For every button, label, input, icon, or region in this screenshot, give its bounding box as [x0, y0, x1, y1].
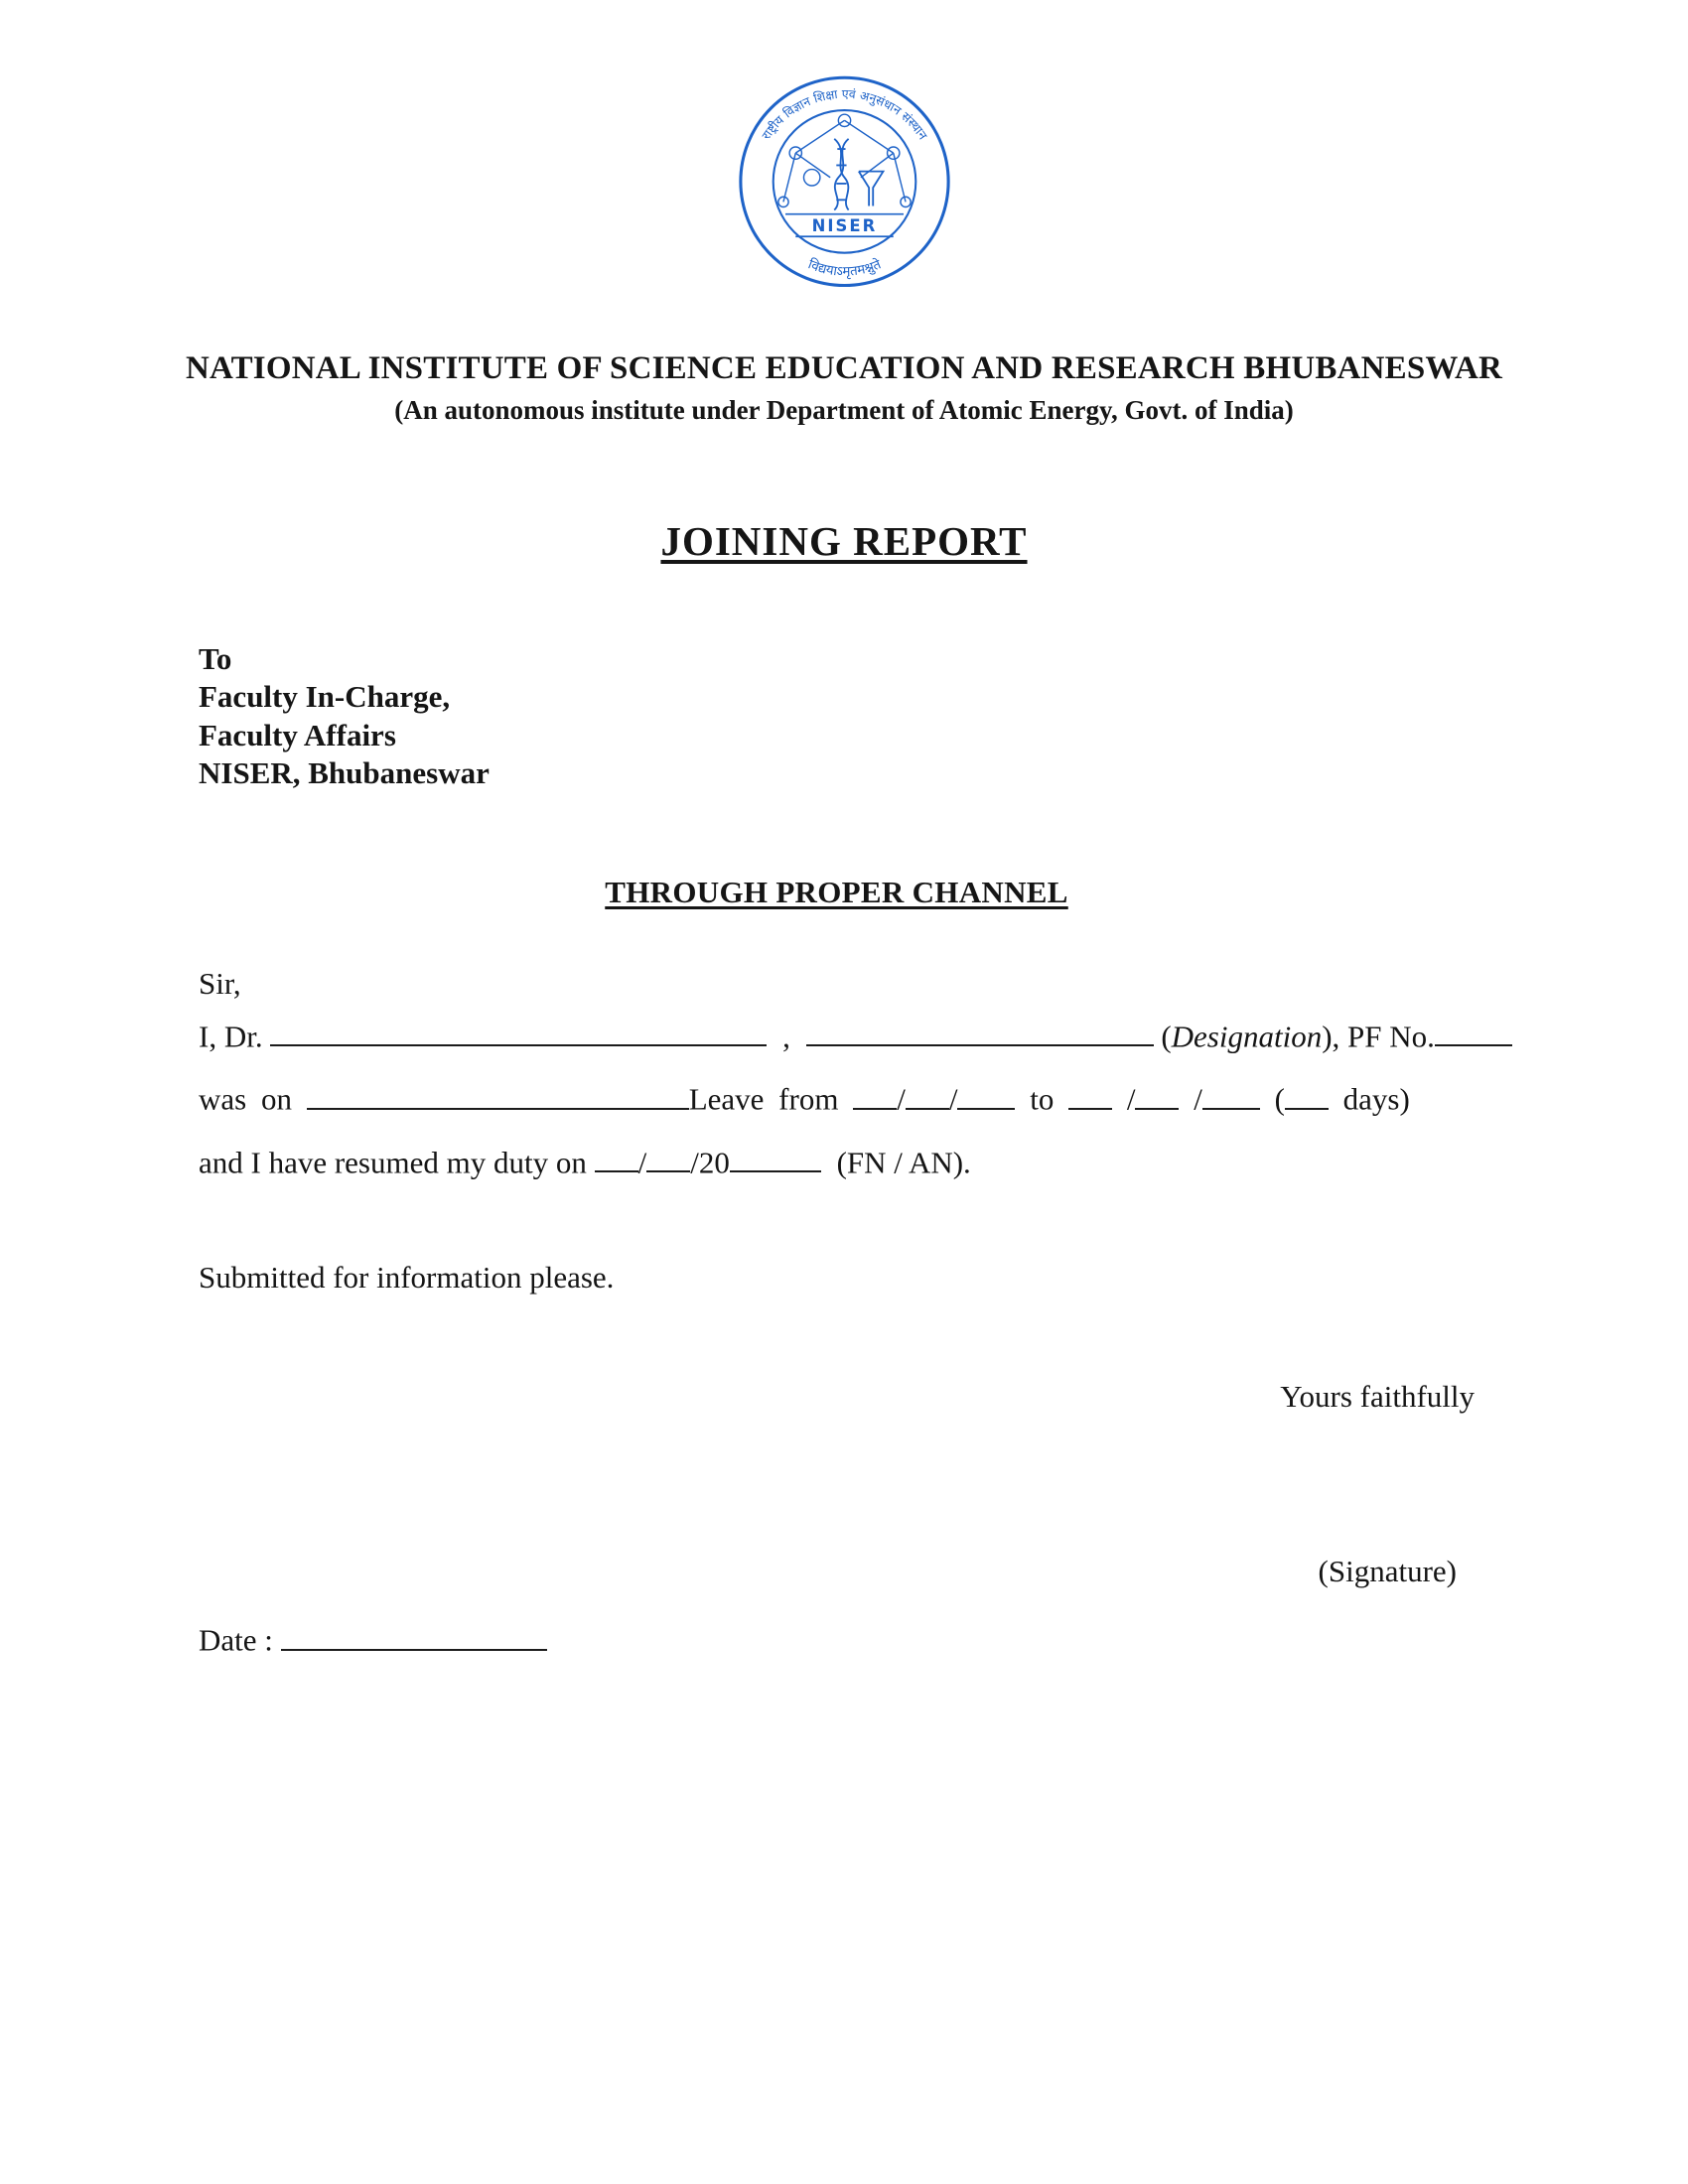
- blank-resume-month: [646, 1142, 690, 1172]
- blank-days-count: [1285, 1078, 1329, 1109]
- blank-name: [270, 1016, 767, 1046]
- logo-acronym-text: NISER: [811, 216, 877, 236]
- channel-heading: THROUGH PROPER CHANNEL: [605, 874, 1068, 909]
- institute-name: NATIONAL INSTITUTE OF SCIENCE EDUCATION AND RESEARCH BHUBANESWAR: [185, 350, 1503, 386]
- logo-top-script: राष्ट्रीय विज्ञान शिक्षा एवं अनुसंधान संस्थान: [759, 86, 929, 143]
- line3-prefix: and I have resumed my duty on: [199, 1145, 587, 1180]
- signature-label: (Signature): [1318, 1554, 1457, 1589]
- recipient-line-1: Faculty In-Charge,: [199, 679, 451, 715]
- blank-resume-year: [730, 1142, 821, 1172]
- blank-to-day: [1068, 1078, 1112, 1109]
- closing-salutation: Yours faithfully: [1280, 1379, 1475, 1415]
- logo-bottom-script: विद्ययाऽमृतमश्नुते: [805, 257, 884, 280]
- institute-subtitle: (An autonomous institute under Department of Atomic Energy, Govt. of India): [394, 395, 1294, 425]
- date-line: [199, 1619, 1475, 1658]
- blank-pf-no: [1435, 1016, 1512, 1046]
- blank-to-year: [1202, 1078, 1260, 1109]
- to-slash-1: /: [1126, 1081, 1136, 1117]
- resume-slash: /: [637, 1145, 647, 1180]
- letter-body: [199, 966, 1475, 1659]
- blank-to-month: [1135, 1078, 1179, 1109]
- line1-comma: ,: [782, 1019, 790, 1054]
- blank-from-month: [906, 1078, 949, 1109]
- from-slash-2: /: [948, 1081, 958, 1117]
- resume-year-prefix: /20: [690, 1145, 730, 1180]
- designation-paren-close: ), PF No.: [1322, 1019, 1435, 1054]
- line2-was-on: was on: [199, 1081, 292, 1117]
- recipient-block: [199, 640, 1475, 793]
- blank-date: [281, 1619, 547, 1650]
- submitted-note: Submitted for information please.: [199, 1260, 615, 1296]
- line1-prefix: I, Dr.: [199, 1019, 263, 1054]
- days-paren-open: (: [1274, 1081, 1285, 1117]
- recipient-to: To: [199, 641, 232, 676]
- resume-duty-line: [199, 1142, 1475, 1180]
- designation-paren-open: (: [1161, 1019, 1172, 1054]
- recipient-line-3: NISER, Bhubaneswar: [199, 755, 490, 791]
- days-label: days): [1342, 1081, 1410, 1117]
- blank-from-year: [957, 1078, 1015, 1109]
- funnel-decoration: [858, 172, 883, 206]
- fn-an-label: (FN / AN).: [836, 1145, 971, 1180]
- name-designation-line: [199, 1016, 1475, 1054]
- blank-resume-day: [595, 1142, 638, 1172]
- from-slash-1: /: [897, 1081, 906, 1117]
- date-label: Date :: [199, 1622, 273, 1658]
- blank-leave-type: [307, 1078, 689, 1109]
- document-title: JOINING REPORT: [660, 518, 1028, 564]
- line2-leave-label: Leave from: [688, 1081, 839, 1117]
- blank-designation: [806, 1016, 1154, 1046]
- niser-logo: [728, 68, 961, 311]
- to-slash-2: /: [1194, 1081, 1202, 1117]
- line2-to: to: [1030, 1081, 1055, 1117]
- salutation: Sir,: [199, 965, 241, 1001]
- recipient-line-2: Faculty Affairs: [199, 717, 396, 752]
- dna-helix-decoration: [834, 139, 848, 210]
- designation-label: Designation: [1171, 1019, 1323, 1054]
- blank-from-day: [853, 1078, 897, 1109]
- niser-emblem-graphic: [728, 68, 961, 306]
- leave-period-line: [199, 1078, 1475, 1117]
